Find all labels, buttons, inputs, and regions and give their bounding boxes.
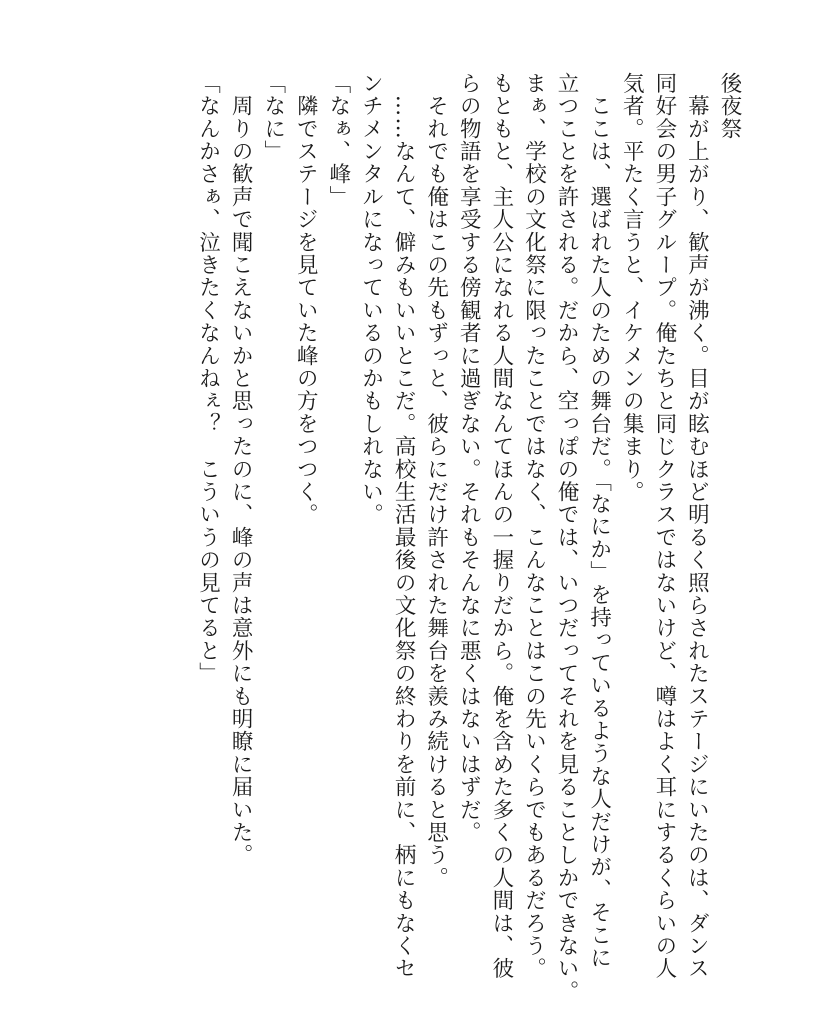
text-line: ここは、選ばれた人のための舞台だ。「なにか」を持っているような人だけが、そこに <box>586 72 612 970</box>
text-line: 立つことを許される。だから、空っぽの俺では、いつだってそれを見ることしかできない。 <box>554 72 580 1003</box>
vertical-text-body <box>65 72 745 1003</box>
text-line: まぁ、学校の文化祭に限ったことではなく、こんなことはこの先いくらでもあるだろう。 <box>521 72 547 980</box>
text-line: ンチメンタルになっているのかもしれない。 <box>358 72 384 526</box>
text-line: らの物語を享受する傍観者に過ぎない。それもそんなに悪くはないはずだ。 <box>456 72 482 844</box>
text-line: 幕が上がり、歓声が沸く。目が眩むほど明るく照らされたステージにいたのは、ダンス <box>684 72 710 980</box>
text-line: 気者。平たく言うと、イケメンの集まり。 <box>619 72 645 504</box>
text-line: 隣でステージを見ていた峰の方をつつく。 <box>293 72 319 526</box>
text-line: 「なんかさぁ、泣きたくなんねぇ？ こういうの見てると」 <box>195 72 221 685</box>
text-line: 「なに」 <box>260 72 286 163</box>
text-line: もともと、主人公になれる人間なんてほんの一握りだから。俺を含めた多くの人間は、彼 <box>488 72 514 980</box>
chapter-title: 後夜祭 <box>717 72 742 141</box>
text-line: ……なんて、僻みもいいとこだ。高校生活最後の文化祭の終わりを前に、柄にもなくセ <box>391 72 417 980</box>
text-line: 同好会の男子グループ。俺たちと同じクラスではないけど、噂はよく耳にするくらいの人 <box>651 72 677 980</box>
text-line: それでも俺はこの先もずっと、彼らにだけ許された舞台を羨み続けると思う。 <box>423 72 449 890</box>
text-line: 「なぁ、峰」 <box>325 72 351 209</box>
text-line: 周りの歓声で聞こえないかと思ったのに、峰の声は意外にも明瞭に届いた。 <box>228 72 254 867</box>
